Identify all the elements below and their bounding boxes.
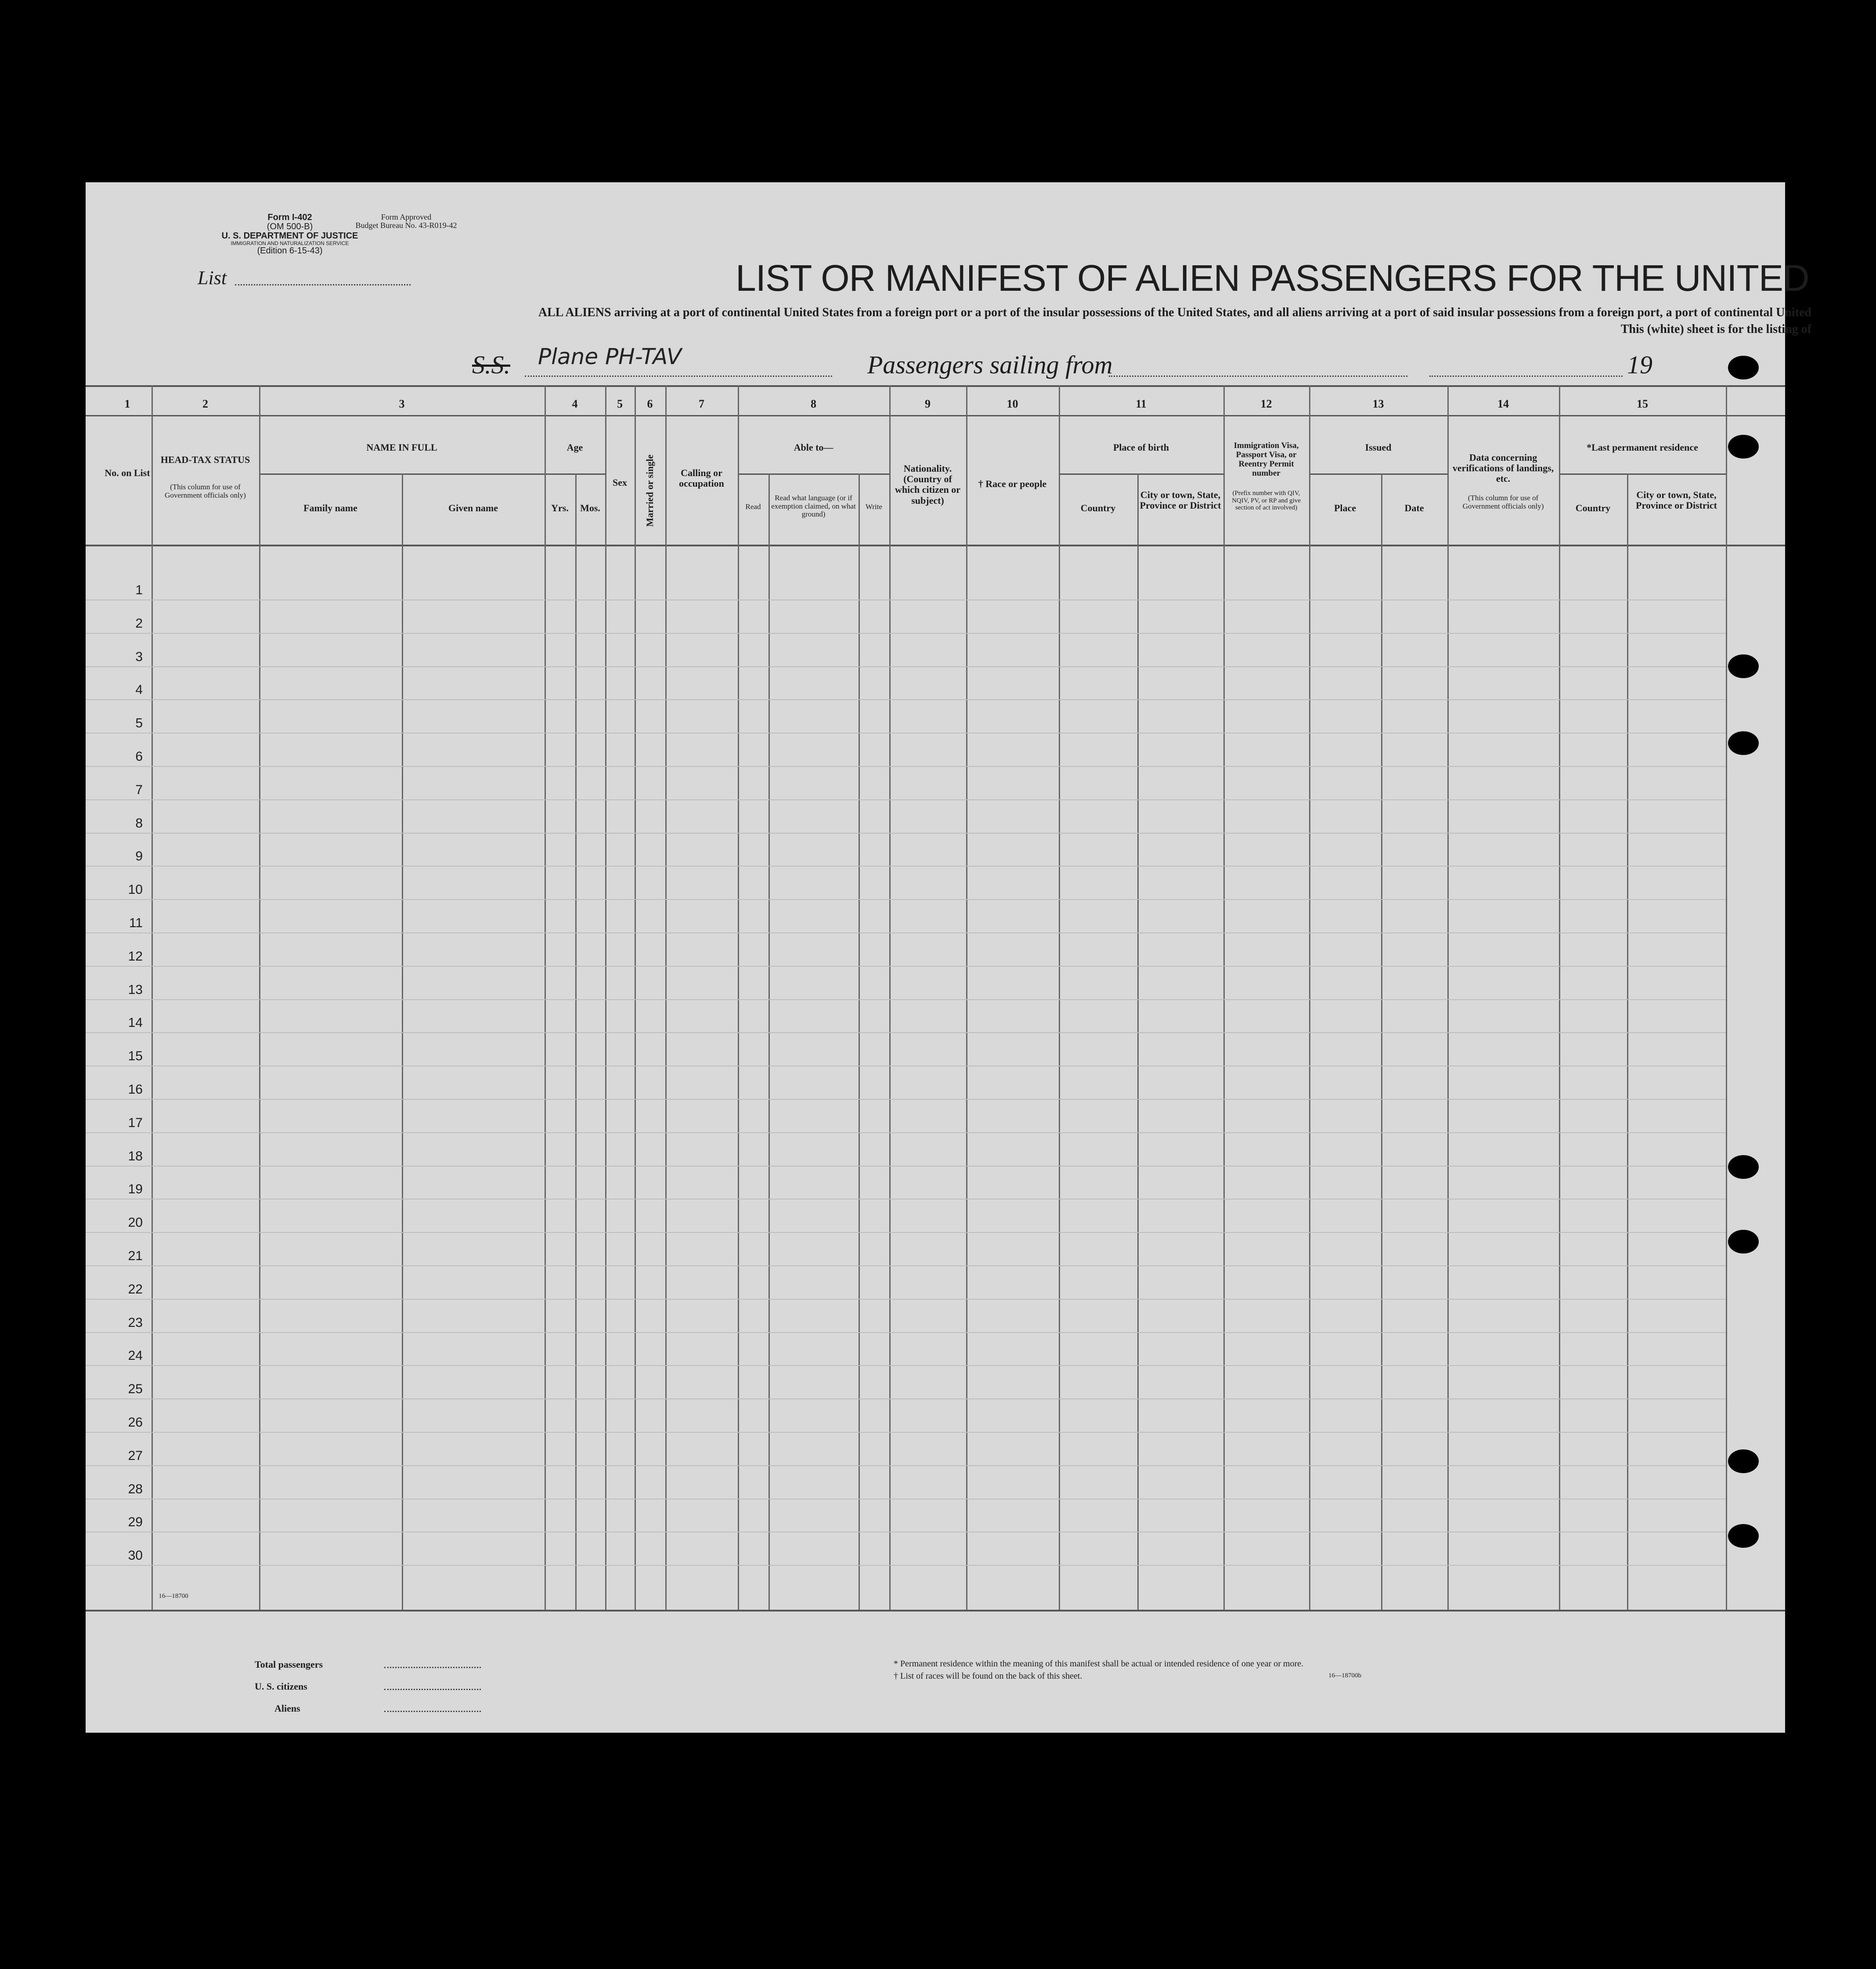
row-number: 7	[135, 782, 143, 797]
list-label: List	[198, 267, 227, 289]
col-num-3: 3	[399, 397, 405, 410]
row-number: 18	[128, 1149, 143, 1163]
total-passengers-label: Total passengers	[255, 1659, 323, 1670]
header-visa: Immigration Visa, Passport Visa, or Reentry Permit number	[1234, 441, 1299, 478]
row-rule	[86, 899, 1726, 900]
punch-hole	[1728, 1230, 1759, 1254]
header-issued-date: Date	[1404, 502, 1424, 513]
header-birth-city: City or town, State, Province or District	[1140, 489, 1221, 511]
col-num-8: 8	[811, 397, 816, 410]
row-number: 26	[128, 1415, 143, 1430]
col-num-13: 13	[1372, 397, 1384, 410]
header-able-to: Able to—	[794, 442, 833, 453]
row-rule	[86, 1032, 1726, 1033]
page-title: LIST OR MANIFEST OF ALIEN PASSENGERS FOR THE UNITED	[736, 257, 1809, 299]
col-num-5: 5	[617, 397, 623, 410]
row-rule	[86, 833, 1726, 834]
col-num-1: 1	[124, 397, 130, 410]
row-number: 17	[128, 1115, 143, 1130]
total-passengers-blank[interactable]	[384, 1667, 481, 1668]
header-write: Write	[865, 502, 883, 511]
header-issued-place: Place	[1334, 502, 1356, 513]
row-rule	[86, 866, 1726, 867]
header-sex: Sex	[613, 477, 627, 488]
row-rule	[86, 799, 1726, 800]
row-rule	[86, 699, 1726, 700]
row-rule	[86, 1166, 1726, 1167]
header-res-city: City or town, State, Province or District	[1636, 489, 1717, 511]
date-blank[interactable]	[1429, 376, 1623, 377]
row-number: 3	[135, 649, 143, 664]
row-number: 12	[128, 949, 143, 964]
row-number: 6	[135, 749, 143, 764]
row-number: 24	[128, 1348, 143, 1363]
punch-hole	[1728, 1155, 1759, 1179]
header-nationality: Nationality. (Country of which citizen or subject)	[895, 463, 961, 506]
row-number: 27	[128, 1448, 143, 1463]
row-number: 23	[128, 1315, 143, 1330]
row-rule	[86, 1565, 1726, 1566]
sailing-from-blank[interactable]	[1109, 376, 1407, 377]
row-rule	[86, 1365, 1726, 1366]
footer-code: 16—18700b	[1328, 1672, 1361, 1679]
row-number: 5	[135, 716, 143, 731]
header-mos: Mos.	[580, 502, 600, 513]
header-last-residence: *Last permanent residence	[1587, 442, 1698, 453]
row-rule	[86, 1232, 1726, 1233]
header-no-on-list: No. on List	[105, 467, 150, 478]
col-num-12: 12	[1260, 397, 1272, 410]
table-bottom-rule	[86, 1610, 1785, 1611]
row-number: 20	[128, 1215, 143, 1230]
year-prefix: 19	[1627, 350, 1652, 379]
row-number: 10	[128, 882, 143, 897]
manifest-sheet	[86, 182, 1811, 1733]
col-num-7: 7	[699, 397, 704, 410]
colnum-rule	[86, 415, 1785, 416]
service: IMMIGRATION AND NATURALIZATION SERVICE	[231, 240, 349, 246]
row-number: 16	[128, 1082, 143, 1097]
header-name-in-full: NAME IN FULL	[366, 442, 437, 453]
header-head-tax: HEAD-TAX STATUS	[160, 454, 250, 465]
able-sub-rule	[738, 473, 889, 475]
vessel-blank[interactable]	[525, 376, 832, 377]
aliens-blank[interactable]	[384, 1711, 481, 1712]
punch-hole	[1728, 1524, 1759, 1548]
residence-sub-rule	[1559, 473, 1726, 475]
col-num-10: 10	[1007, 397, 1018, 410]
header-issued: Issued	[1365, 442, 1392, 453]
col-num-11: 11	[1136, 397, 1147, 410]
row-number: 2	[135, 616, 143, 631]
subtitle-line-2: This (white) sheet is for the listing of	[1620, 322, 1811, 336]
form-number: Form I-402	[267, 213, 312, 222]
form-approved	[349, 213, 463, 230]
row-rule	[86, 999, 1726, 1000]
row-rule	[86, 932, 1726, 933]
row-number: 22	[128, 1282, 143, 1297]
footnote-races: † List of races will be found on the back of this sheet.	[894, 1671, 1082, 1681]
subtitle-line-1: ALL ALIENS arriving at a port of continental United States from a foreign port or a port of the insular possessions of the United States, and all aliens arriving at a port of said insular possessions from a foreign port, a port of continental United	[538, 306, 1811, 319]
row-number: 28	[128, 1481, 143, 1496]
table-top-rule	[86, 385, 1785, 387]
header-given-name: Given name	[448, 502, 498, 513]
col-num-4: 4	[572, 397, 578, 410]
issued-sub-rule	[1309, 473, 1447, 475]
punch-hole	[1728, 1449, 1759, 1473]
header-age: Age	[566, 442, 583, 453]
row-rule	[86, 966, 1726, 967]
footnote-residence: * Permanent residence within the meaning of this manifest shall be actual or intended residence of one year or more.	[894, 1659, 1304, 1669]
header-res-country: Country	[1575, 502, 1611, 513]
row-rule	[86, 666, 1726, 667]
header-data-concerning: Data concerning verifications of landings, etc.	[1452, 452, 1554, 484]
list-blank[interactable]	[235, 284, 411, 285]
row-rule	[86, 1299, 1726, 1300]
approved-line-2: Budget Bureau No. 43-R019-42	[355, 220, 457, 230]
col-num-6: 6	[647, 397, 653, 410]
row-number: 11	[129, 916, 143, 930]
punch-hole	[1728, 654, 1759, 678]
header-read-language: Read what language (or if exemption claimed, on what ground)	[771, 494, 856, 519]
row-number: 30	[128, 1548, 143, 1563]
row-number: 8	[135, 816, 143, 831]
col-num-2: 2	[202, 397, 208, 410]
birth-sub-rule	[1059, 473, 1223, 475]
header-calling: Calling or occupation	[679, 467, 724, 489]
sailing-label: Passengers sailing from	[867, 350, 1113, 379]
row-rule	[86, 1132, 1726, 1133]
manifest-rows	[86, 545, 1785, 1610]
ss-struck: S.S.	[472, 350, 510, 379]
header-data-note: (This column for use of Government officials only)	[1462, 494, 1544, 510]
print-code: 16—18700	[159, 1593, 188, 1600]
col-num-9: 9	[925, 397, 931, 410]
approved-line-1: Form Approved	[381, 213, 432, 221]
header-race: † Race or people	[978, 478, 1047, 489]
punch-hole	[1728, 356, 1759, 379]
col-num-15: 15	[1637, 397, 1648, 410]
row-rule	[86, 1465, 1726, 1466]
row-rule	[86, 1398, 1726, 1399]
header-yrs: Yrs.	[551, 502, 569, 513]
row-number: 4	[135, 683, 143, 697]
punch-hole	[1728, 435, 1759, 459]
header-head-tax-note: (This column for use of Government officials only)	[165, 483, 246, 499]
col-num-14: 14	[1497, 397, 1509, 410]
vessel-handwritten: Plane PH-TAV	[538, 344, 682, 369]
row-number: 14	[128, 1015, 143, 1030]
row-rule	[86, 633, 1726, 634]
row-number: 21	[128, 1249, 143, 1263]
name-sub-rule	[259, 473, 605, 475]
us-citizens-label: U. S. citizens	[255, 1681, 307, 1692]
row-rule	[86, 1265, 1726, 1266]
row-rule	[86, 766, 1726, 767]
header-married: Married or single	[644, 454, 655, 527]
us-citizens-blank[interactable]	[384, 1689, 481, 1690]
row-rule	[86, 1099, 1726, 1100]
omb-number: (OM 500-B)	[267, 222, 313, 231]
header-family-name: Family name	[303, 502, 357, 513]
row-rule	[86, 1332, 1726, 1333]
punch-hole	[1728, 731, 1759, 755]
row-rule	[86, 1432, 1726, 1433]
vessel-prefix	[472, 350, 510, 379]
subtitle	[393, 304, 1811, 338]
header-place-of-birth: Place of birth	[1113, 442, 1169, 453]
row-number: 29	[128, 1515, 143, 1530]
header-read: Read	[745, 502, 761, 511]
aliens-label: Aliens	[274, 1703, 300, 1714]
row-number: 19	[128, 1182, 143, 1197]
row-number: 15	[128, 1049, 143, 1064]
header-visa-note: (Prefix number with QIV, NQIV, PV, or RP and give section of act involved)	[1232, 490, 1301, 511]
header-birth-country: Country	[1080, 502, 1116, 513]
row-number: 13	[128, 982, 143, 997]
row-number: 25	[128, 1382, 143, 1397]
row-number: 1	[135, 583, 143, 597]
edition: (Edition 6-15-43)	[257, 246, 323, 256]
row-number: 9	[135, 849, 143, 864]
department: U. S. DEPARTMENT OF JUSTICE	[221, 231, 358, 241]
